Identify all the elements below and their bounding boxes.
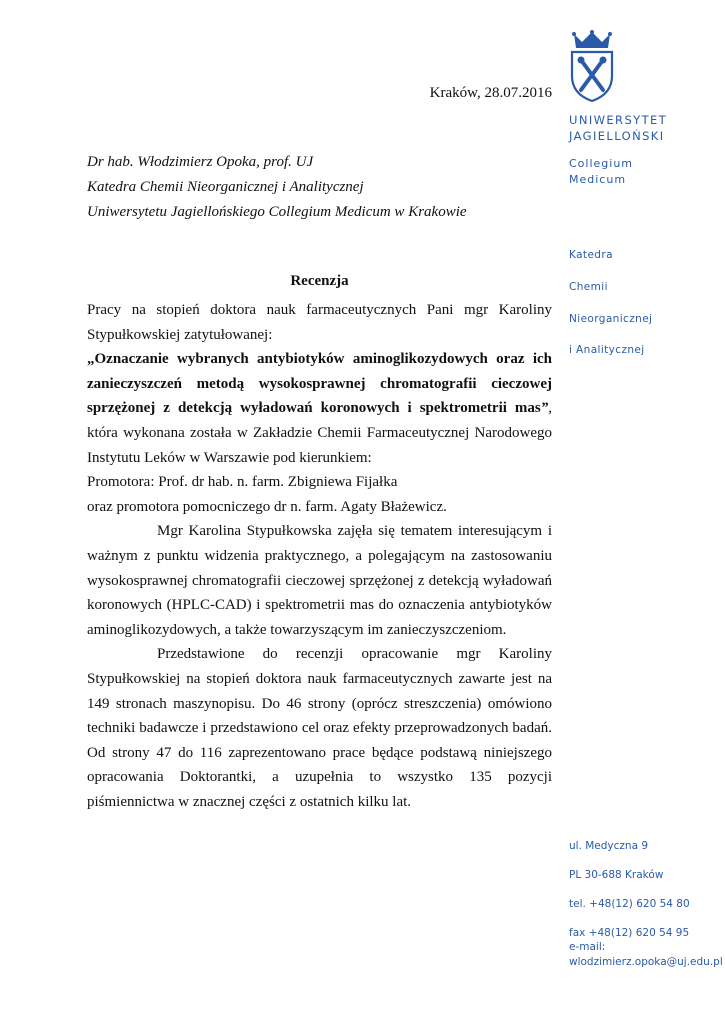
addressee-university: Uniwersytetu Jagiellońskiego Collegium Medicum w Krakowie bbox=[87, 204, 467, 220]
addressee-name: Dr hab. Włodzimierz Opoka, prof. UJ bbox=[87, 154, 314, 170]
department-line4: i Analitycznej bbox=[569, 344, 645, 356]
department-line2: Chemii bbox=[569, 281, 608, 293]
college-name-line1: Collegium bbox=[569, 157, 634, 170]
intro-text: Pracy na stopień doktora nauk farmaceutycznych Pani mgr Karoliny Stypułkowskiej zatytułowanej: bbox=[87, 302, 552, 343]
contact-postal: PL 30-688 Kraków bbox=[569, 869, 664, 881]
contact-email[interactable]: wlodzimierz.opoka@uj.edu.pl bbox=[569, 956, 723, 968]
co-promotor-line: oraz promotora pomocniczego dr n. farm. Agaty Błażewicz. bbox=[87, 498, 447, 515]
department-line1: Katedra bbox=[569, 249, 613, 261]
document-title: Recenzja bbox=[290, 273, 349, 289]
contact-email-label: e-mail: bbox=[569, 941, 606, 953]
paragraph-intro bbox=[87, 298, 552, 470]
paragraph-3: Przedstawione do recenzji opracowanie mgr Karoliny Stypułkowskiej na stopień doktora nauk farmaceutycznych zawarte jest na 149 stronach maszynopisu. Do 46 strony (oprócz streszczenia) omówiono techniki badawcze i przedstawiono cel oraz efekty przeprowadzonych badań. Od strony 47 do 116 zaprezentowano prace będące podstawą niniejszego opracowania Doktorantki, a uzupełnia to wszystko 135 pozycji piśmiennictwa w znacznej części z ostatnich kilku lat. bbox=[87, 646, 552, 810]
intro-continuation: , która wykonana została w Zakładzie Chemii Farmaceutycznej Narodowego Instytutu Leków w Warszawie pod kierunkiem: bbox=[87, 400, 552, 466]
thesis-title-text: „Oznaczanie wybranych antybiotyków aminoglikozydowych oraz ich zanieczyszczeń metodą wysokosprawnej chromatografii cieczowej sprzężonej z detekcją wyładowań koronowych i spektrometrii mas bbox=[87, 351, 552, 417]
paragraph-2: Mgr Karolina Stypułkowska zajęła się tematem interesującym i ważnym z punktu widzenia praktycznego, a polegającym na zastosowaniu wysokosprawnej chromatografii cieczowej sprzężonej z detekcją wyładowań koronowych (HPLC-CAD) i spektrometrii mas do oznaczenia antybiotyków aminoglikozydowych, a także towarzyszącym im zanieczyszczeniom. bbox=[87, 523, 552, 638]
letter-body bbox=[87, 298, 552, 814]
letter-date: Kraków, 28.07.2016 bbox=[429, 85, 552, 101]
thesis-title bbox=[87, 351, 552, 416]
contact-fax: fax +48(12) 620 54 95 bbox=[569, 927, 690, 939]
college-name bbox=[569, 156, 633, 188]
university-crest-icon bbox=[568, 30, 616, 102]
addressee-block bbox=[87, 150, 557, 225]
university-name-line2: JAGIELLOŃSKI bbox=[569, 129, 665, 143]
department-line3: Nieorganicznej bbox=[569, 313, 653, 325]
thesis-quote-end: ” bbox=[540, 400, 549, 417]
contact-address: ul. Medyczna 9 bbox=[569, 840, 649, 852]
promotor-line: Promotora: Prof. dr hab. n. farm. Zbigniewa Fijałka bbox=[87, 474, 398, 491]
addressee-department: Katedra Chemii Nieorganicznej i Analitycznej bbox=[87, 179, 364, 195]
college-name-line2: Medicum bbox=[569, 173, 627, 186]
university-name-line1: UNIWERSYTET bbox=[569, 113, 668, 127]
university-name bbox=[569, 112, 667, 144]
contact-phone: tel. +48(12) 620 54 80 bbox=[569, 898, 690, 910]
